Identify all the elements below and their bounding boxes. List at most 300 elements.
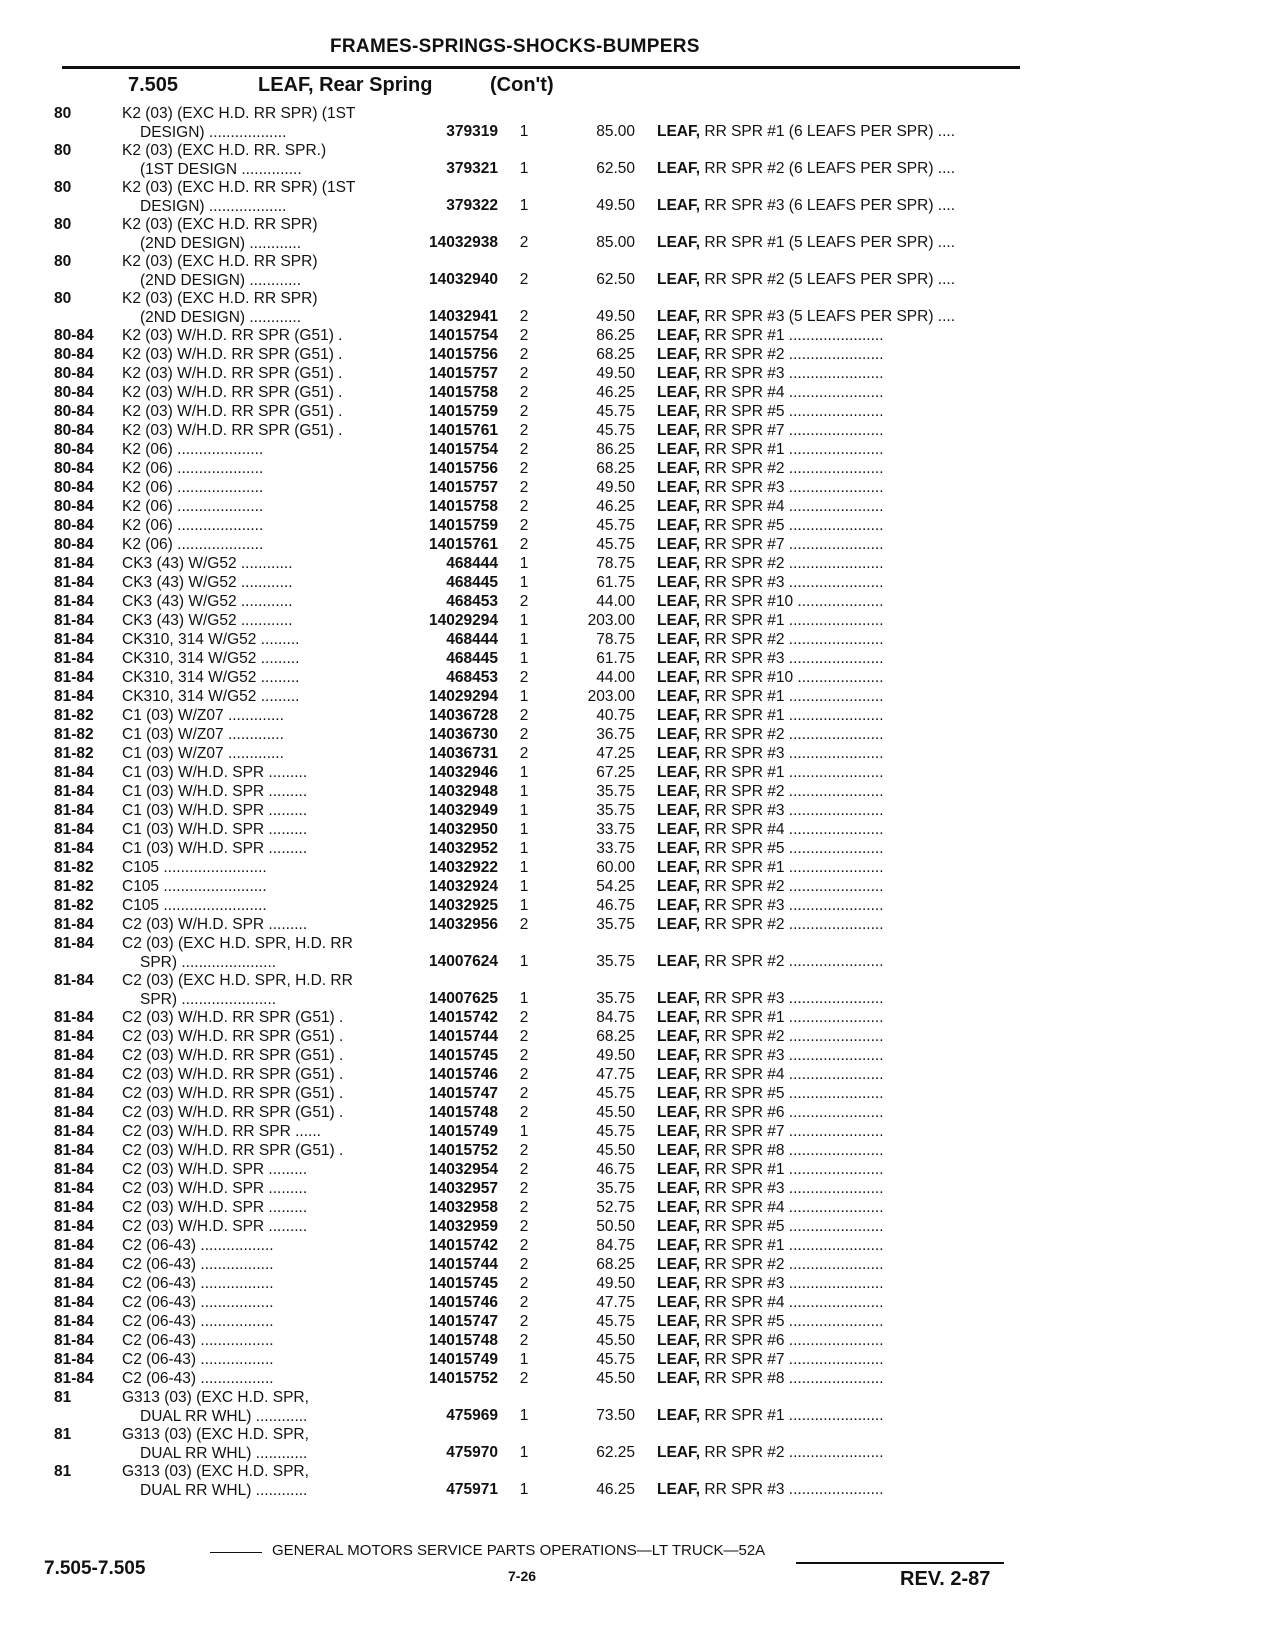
year-cell: 81-84 xyxy=(54,1370,94,1387)
model-cell xyxy=(122,592,397,611)
quantity-cell: 2 xyxy=(519,669,529,686)
quantity-cell: 2 xyxy=(519,536,529,553)
model-line-1: C2 (06-43) ................. xyxy=(122,1351,274,1368)
description-text: RR SPR #1 ...................... xyxy=(704,1407,884,1424)
model-line-1: CK3 (43) W/G52 ............ xyxy=(122,612,293,629)
description-text: RR SPR #2 ...................... xyxy=(704,346,884,363)
description-keyword: LEAF, xyxy=(657,441,701,458)
description-cell xyxy=(657,706,884,725)
part-number-cell: 14032941 xyxy=(429,308,498,325)
year-cell: 81-84 xyxy=(54,935,94,952)
description-keyword: LEAF, xyxy=(657,1256,701,1273)
year-cell: 81-84 xyxy=(54,555,94,572)
model-cell xyxy=(122,421,397,440)
price-cell: 84.75 xyxy=(596,1237,635,1254)
quantity-cell: 2 xyxy=(519,707,529,724)
description-cell xyxy=(657,763,884,782)
model-line-1: K2 (03) (EXC H.D. RR. SPR.) xyxy=(122,142,327,159)
quantity-cell: 1 xyxy=(519,953,529,970)
quantity-cell: 1 xyxy=(519,160,529,177)
description-text: RR SPR #5 ...................... xyxy=(704,517,884,534)
description-cell xyxy=(657,630,884,649)
model-cell xyxy=(122,1141,397,1160)
quantity-cell: 2 xyxy=(519,593,529,610)
model-line-2: DUAL RR WHL) ............ xyxy=(140,1482,308,1499)
model-line-1: K2 (03) W/H.D. RR SPR (G51) . xyxy=(122,422,343,439)
price-cell: 50.50 xyxy=(596,1218,635,1235)
model-cell xyxy=(122,1179,397,1198)
price-cell: 49.50 xyxy=(596,308,635,325)
year-cell: 81-84 xyxy=(54,1123,94,1140)
description-text: RR SPR #1 ...................... xyxy=(704,764,884,781)
description-keyword: LEAF, xyxy=(657,612,701,629)
model-line-1: C2 (03) W/H.D. SPR ......... xyxy=(122,1180,308,1197)
price-cell: 85.00 xyxy=(596,123,635,140)
quantity-cell: 2 xyxy=(519,365,529,382)
quantity-cell: 2 xyxy=(519,308,529,325)
page-title: FRAMES-SPRINGS-SHOCKS-BUMPERS xyxy=(330,36,700,57)
year-cell: 81-84 xyxy=(54,612,94,629)
model-line-1: C105 ........................ xyxy=(122,897,267,914)
model-line-1: K2 (03) (EXC H.D. RR SPR) xyxy=(122,216,318,233)
year-cell: 81-84 xyxy=(54,631,94,648)
description-cell xyxy=(657,839,884,858)
description-text: RR SPR #4 ...................... xyxy=(704,821,884,838)
table-row xyxy=(0,915,1280,934)
price-cell: 46.25 xyxy=(596,384,635,401)
part-number-cell: 14032948 xyxy=(429,783,498,800)
model-line-1: CK310, 314 W/G52 ......... xyxy=(122,688,300,705)
description-cell xyxy=(657,1443,884,1462)
part-number-cell: 14032959 xyxy=(429,1218,498,1235)
model-cell xyxy=(122,630,397,649)
year-cell: 81-82 xyxy=(54,859,94,876)
description-keyword: LEAF, xyxy=(657,821,701,838)
description-keyword: LEAF, xyxy=(657,916,701,933)
part-number-cell: 14015757 xyxy=(429,365,498,382)
title-rule xyxy=(62,66,1020,69)
description-text: RR SPR #4 ...................... xyxy=(704,1294,884,1311)
model-line-1: G313 (03) (EXC H.D. SPR, xyxy=(122,1426,309,1443)
model-line-1: C2 (03) W/H.D. RR SPR (G51) . xyxy=(122,1142,344,1159)
table-row xyxy=(0,1350,1280,1369)
year-cell: 80 xyxy=(54,290,72,307)
quantity-cell: 1 xyxy=(519,688,529,705)
year-cell: 80 xyxy=(54,253,72,270)
table-row xyxy=(0,971,1280,1008)
description-text: RR SPR #3 (5 LEAFS PER SPR) .... xyxy=(704,308,956,325)
description-text: RR SPR #10 .................... xyxy=(704,669,884,686)
model-cell xyxy=(122,252,397,290)
part-number-cell: 475971 xyxy=(446,1481,498,1498)
part-number-cell: 14015746 xyxy=(429,1066,498,1083)
model-line-2: DESIGN) .................. xyxy=(140,124,287,141)
model-cell xyxy=(122,573,397,592)
description-cell xyxy=(657,725,884,744)
year-cell: 81-84 xyxy=(54,1332,94,1349)
quantity-cell: 2 xyxy=(519,460,529,477)
part-number-cell: 14015758 xyxy=(429,384,498,401)
description-text: RR SPR #2 ...................... xyxy=(704,1028,884,1045)
description-text: RR SPR #1 ...................... xyxy=(704,327,884,344)
table-row xyxy=(0,421,1280,440)
description-keyword: LEAF, xyxy=(657,953,701,970)
model-line-1: G313 (03) (EXC H.D. SPR, xyxy=(122,1389,309,1406)
year-cell: 80-84 xyxy=(54,498,94,515)
price-cell: 86.25 xyxy=(596,441,635,458)
quantity-cell: 2 xyxy=(519,403,529,420)
description-text: RR SPR #1 (6 LEAFS PER SPR) .... xyxy=(704,123,956,140)
model-line-1: C1 (03) W/H.D. SPR ......... xyxy=(122,783,308,800)
year-cell: 81-82 xyxy=(54,745,94,762)
description-text: RR SPR #3 (6 LEAFS PER SPR) .... xyxy=(704,197,956,214)
description-keyword: LEAF, xyxy=(657,346,701,363)
table-row xyxy=(0,573,1280,592)
price-cell: 45.50 xyxy=(596,1370,635,1387)
part-number-cell: 14015754 xyxy=(429,441,498,458)
model-line-2: (2ND DESIGN) ............ xyxy=(140,272,302,289)
model-cell xyxy=(122,915,397,934)
description-text: RR SPR #3 ...................... xyxy=(704,650,884,667)
description-keyword: LEAF, xyxy=(657,234,701,251)
table-row xyxy=(0,326,1280,345)
price-cell: 49.50 xyxy=(596,479,635,496)
part-number-cell: 14015747 xyxy=(429,1313,498,1330)
model-line-1: C1 (03) W/H.D. SPR ......... xyxy=(122,764,308,781)
year-cell: 81-84 xyxy=(54,1009,94,1026)
year-cell: 81-84 xyxy=(54,821,94,838)
price-cell: 60.00 xyxy=(596,859,635,876)
description-keyword: LEAF, xyxy=(657,631,701,648)
description-text: RR SPR #3 ...................... xyxy=(704,897,884,914)
year-cell: 80-84 xyxy=(54,517,94,534)
model-cell xyxy=(122,345,397,364)
description-text: RR SPR #5 ...................... xyxy=(704,840,884,857)
model-cell xyxy=(122,1008,397,1027)
part-number-cell: 14032954 xyxy=(429,1161,498,1178)
model-cell xyxy=(122,934,397,972)
part-number-cell: 468453 xyxy=(446,593,498,610)
table-row xyxy=(0,1046,1280,1065)
model-line-1: K2 (06) .................... xyxy=(122,479,264,496)
price-cell: 45.75 xyxy=(596,1313,635,1330)
quantity-cell: 2 xyxy=(519,1009,529,1026)
description-keyword: LEAF, xyxy=(657,1370,701,1387)
quantity-cell: 2 xyxy=(519,1047,529,1064)
part-number-cell: 14032957 xyxy=(429,1180,498,1197)
table-row xyxy=(0,178,1280,215)
description-keyword: LEAF, xyxy=(657,460,701,477)
description-keyword: LEAF, xyxy=(657,574,701,591)
year-cell: 81-84 xyxy=(54,802,94,819)
quantity-cell: 2 xyxy=(519,479,529,496)
quantity-cell: 1 xyxy=(519,897,529,914)
description-text: RR SPR #1 ...................... xyxy=(704,688,884,705)
part-number-cell: 14032958 xyxy=(429,1199,498,1216)
footer-revision: REV. 2-87 xyxy=(900,1568,991,1590)
description-keyword: LEAF, xyxy=(657,536,701,553)
table-row xyxy=(0,763,1280,782)
description-cell xyxy=(657,233,955,252)
model-line-1: C2 (03) W/H.D. RR SPR (G51) . xyxy=(122,1066,344,1083)
description-text: RR SPR #3 ...................... xyxy=(704,1481,884,1498)
quantity-cell: 2 xyxy=(519,1218,529,1235)
quantity-cell: 1 xyxy=(519,764,529,781)
part-number-cell: 14015748 xyxy=(429,1332,498,1349)
description-text: RR SPR #2 ...................... xyxy=(704,726,884,743)
year-cell: 80-84 xyxy=(54,479,94,496)
description-text: RR SPR #2 ...................... xyxy=(704,783,884,800)
model-line-1: C2 (03) W/H.D. RR SPR (G51) . xyxy=(122,1104,344,1121)
table-row xyxy=(0,782,1280,801)
footer-section-range: 7.505-7.505 xyxy=(44,1558,146,1579)
quantity-cell: 1 xyxy=(519,1123,529,1140)
price-cell: 45.75 xyxy=(596,403,635,420)
description-cell xyxy=(657,1236,884,1255)
table-row xyxy=(0,725,1280,744)
year-cell: 81-84 xyxy=(54,1199,94,1216)
model-cell xyxy=(122,744,397,763)
table-row xyxy=(0,383,1280,402)
quantity-cell: 1 xyxy=(519,650,529,667)
table-row xyxy=(0,1236,1280,1255)
table-row xyxy=(0,1369,1280,1388)
price-cell: 35.75 xyxy=(596,783,635,800)
table-row xyxy=(0,535,1280,554)
part-number-cell: 14015757 xyxy=(429,479,498,496)
year-cell: 81-84 xyxy=(54,593,94,610)
model-cell xyxy=(122,1084,397,1103)
description-text: RR SPR #3 ...................... xyxy=(704,1047,884,1064)
description-keyword: LEAF, xyxy=(657,1028,701,1045)
table-row xyxy=(0,1179,1280,1198)
model-line-1: C2 (03) W/H.D. RR SPR (G51) . xyxy=(122,1009,344,1026)
description-keyword: LEAF, xyxy=(657,1123,701,1140)
quantity-cell: 2 xyxy=(519,234,529,251)
quantity-cell: 2 xyxy=(519,916,529,933)
description-cell xyxy=(657,1046,884,1065)
quantity-cell: 2 xyxy=(519,1370,529,1387)
table-row xyxy=(0,592,1280,611)
price-cell: 46.75 xyxy=(596,1161,635,1178)
model-cell xyxy=(122,706,397,725)
price-cell: 78.75 xyxy=(596,631,635,648)
price-cell: 49.50 xyxy=(596,1275,635,1292)
year-cell: 81-84 xyxy=(54,1085,94,1102)
model-line-1: C2 (06-43) ................. xyxy=(122,1275,274,1292)
part-number-cell: 14015744 xyxy=(429,1028,498,1045)
model-cell xyxy=(122,687,397,706)
description-keyword: LEAF, xyxy=(657,498,701,515)
description-keyword: LEAF, xyxy=(657,688,701,705)
description-cell xyxy=(657,1103,884,1122)
description-text: RR SPR #2 (6 LEAFS PER SPR) .... xyxy=(704,160,956,177)
description-keyword: LEAF, xyxy=(657,1199,701,1216)
description-keyword: LEAF, xyxy=(657,1066,701,1083)
description-keyword: LEAF, xyxy=(657,308,701,325)
description-keyword: LEAF, xyxy=(657,1294,701,1311)
description-text: RR SPR #4 ...................... xyxy=(704,498,884,515)
table-row xyxy=(0,1331,1280,1350)
model-line-1: CK310, 314 W/G52 ......... xyxy=(122,669,300,686)
description-text: RR SPR #1 ...................... xyxy=(704,1009,884,1026)
part-number-cell: 475969 xyxy=(446,1407,498,1424)
quantity-cell: 2 xyxy=(519,327,529,344)
year-cell: 81-84 xyxy=(54,1142,94,1159)
description-text: RR SPR #2 ...................... xyxy=(704,878,884,895)
description-cell xyxy=(657,345,884,364)
model-cell xyxy=(122,971,397,1009)
model-cell xyxy=(122,858,397,877)
description-text: RR SPR #2 ...................... xyxy=(704,953,884,970)
description-keyword: LEAF, xyxy=(657,160,701,177)
price-cell: 85.00 xyxy=(596,234,635,251)
model-line-1: C2 (03) W/H.D. RR SPR ...... xyxy=(122,1123,321,1140)
year-cell: 80-84 xyxy=(54,346,94,363)
model-line-1: C2 (06-43) ................. xyxy=(122,1256,274,1273)
description-keyword: LEAF, xyxy=(657,517,701,534)
model-cell xyxy=(122,289,397,327)
description-cell xyxy=(657,1406,884,1425)
year-cell: 81-82 xyxy=(54,726,94,743)
description-keyword: LEAF, xyxy=(657,1085,701,1102)
year-cell: 81-84 xyxy=(54,783,94,800)
price-cell: 44.00 xyxy=(596,669,635,686)
quantity-cell: 1 xyxy=(519,840,529,857)
model-cell xyxy=(122,1293,397,1312)
description-keyword: LEAF, xyxy=(657,403,701,420)
model-cell xyxy=(122,1027,397,1046)
description-text: RR SPR #5 ...................... xyxy=(704,403,884,420)
description-cell xyxy=(657,307,955,326)
model-line-1: G313 (03) (EXC H.D. SPR, xyxy=(122,1463,309,1480)
model-line-1: CK310, 314 W/G52 ......... xyxy=(122,650,300,667)
model-cell xyxy=(122,649,397,668)
model-line-2: (2ND DESIGN) ............ xyxy=(140,309,302,326)
model-line-1: C2 (06-43) ................. xyxy=(122,1370,274,1387)
description-cell xyxy=(657,915,884,934)
model-cell xyxy=(122,383,397,402)
description-keyword: LEAF, xyxy=(657,479,701,496)
year-cell: 81 xyxy=(54,1426,72,1443)
price-cell: 46.75 xyxy=(596,897,635,914)
table-row xyxy=(0,1027,1280,1046)
year-cell: 81-84 xyxy=(54,1237,94,1254)
model-cell xyxy=(122,497,397,516)
table-row xyxy=(0,1198,1280,1217)
model-cell xyxy=(122,326,397,345)
part-number-cell: 14029294 xyxy=(429,688,498,705)
description-text: RR SPR #4 ...................... xyxy=(704,1066,884,1083)
part-number-cell: 14015754 xyxy=(429,327,498,344)
model-cell xyxy=(122,1369,397,1388)
price-cell: 45.50 xyxy=(596,1332,635,1349)
description-text: RR SPR #10 .................... xyxy=(704,593,884,610)
model-line-1: K2 (03) W/H.D. RR SPR (G51) . xyxy=(122,403,343,420)
quantity-cell: 1 xyxy=(519,1444,529,1461)
section-title: LEAF, Rear Spring xyxy=(258,74,433,96)
table-row xyxy=(0,289,1280,326)
description-text: RR SPR #4 ...................... xyxy=(704,384,884,401)
quantity-cell: 2 xyxy=(519,1104,529,1121)
price-cell: 49.50 xyxy=(596,1047,635,1064)
model-cell xyxy=(122,763,397,782)
price-cell: 35.75 xyxy=(596,953,635,970)
quantity-cell: 2 xyxy=(519,726,529,743)
model-cell xyxy=(122,1462,397,1500)
page-number: 7-26 xyxy=(508,1568,537,1584)
quantity-cell: 2 xyxy=(519,1161,529,1178)
description-cell xyxy=(657,196,955,215)
description-cell xyxy=(657,989,884,1008)
part-number-cell: 14015752 xyxy=(429,1370,498,1387)
model-cell xyxy=(122,1160,397,1179)
description-text: RR SPR #7 ...................... xyxy=(704,536,884,553)
description-cell xyxy=(657,497,884,516)
price-cell: 47.25 xyxy=(596,745,635,762)
description-cell xyxy=(657,896,884,915)
part-number-cell: 14032950 xyxy=(429,821,498,838)
description-keyword: LEAF, xyxy=(657,802,701,819)
table-row xyxy=(0,516,1280,535)
year-cell: 81 xyxy=(54,1463,72,1480)
description-cell xyxy=(657,1331,884,1350)
quantity-cell: 1 xyxy=(519,783,529,800)
part-number-cell: 379319 xyxy=(446,123,498,140)
price-cell: 45.75 xyxy=(596,1123,635,1140)
description-text: RR SPR #2 ...................... xyxy=(704,1444,884,1461)
part-number-cell: 14015745 xyxy=(429,1047,498,1064)
price-cell: 46.25 xyxy=(596,1481,635,1498)
year-cell: 81-84 xyxy=(54,840,94,857)
model-line-1: K2 (03) W/H.D. RR SPR (G51) . xyxy=(122,327,343,344)
model-cell xyxy=(122,141,397,179)
year-cell: 80-84 xyxy=(54,441,94,458)
description-keyword: LEAF, xyxy=(657,1180,701,1197)
model-cell xyxy=(122,478,397,497)
description-keyword: LEAF, xyxy=(657,123,701,140)
part-number-cell: 14015756 xyxy=(429,346,498,363)
description-cell xyxy=(657,440,884,459)
table-row xyxy=(0,1274,1280,1293)
year-cell: 81-84 xyxy=(54,1047,94,1064)
quantity-cell: 2 xyxy=(519,1313,529,1330)
description-text: RR SPR #3 ...................... xyxy=(704,479,884,496)
model-cell xyxy=(122,1217,397,1236)
description-cell xyxy=(657,1312,884,1331)
table-row xyxy=(0,141,1280,178)
quantity-cell: 2 xyxy=(519,271,529,288)
price-cell: 84.75 xyxy=(596,1009,635,1026)
table-row xyxy=(0,1103,1280,1122)
model-cell xyxy=(122,178,397,216)
quantity-cell: 2 xyxy=(519,384,529,401)
price-cell: 45.75 xyxy=(596,422,635,439)
part-number-cell: 14015759 xyxy=(429,403,498,420)
model-cell xyxy=(122,725,397,744)
model-line-1: C2 (03) W/H.D. RR SPR (G51) . xyxy=(122,1047,344,1064)
price-cell: 45.75 xyxy=(596,536,635,553)
quantity-cell: 1 xyxy=(519,821,529,838)
model-line-1: K2 (03) (EXC H.D. RR SPR) xyxy=(122,253,318,270)
model-line-1: C2 (03) (EXC H.D. SPR, H.D. RR xyxy=(122,972,353,989)
model-line-1: CK3 (43) W/G52 ............ xyxy=(122,555,293,572)
year-cell: 80 xyxy=(54,142,72,159)
description-text: RR SPR #1 ...................... xyxy=(704,707,884,724)
quantity-cell: 2 xyxy=(519,346,529,363)
model-line-2: DESIGN) .................. xyxy=(140,198,287,215)
model-line-2: DUAL RR WHL) ............ xyxy=(140,1445,308,1462)
